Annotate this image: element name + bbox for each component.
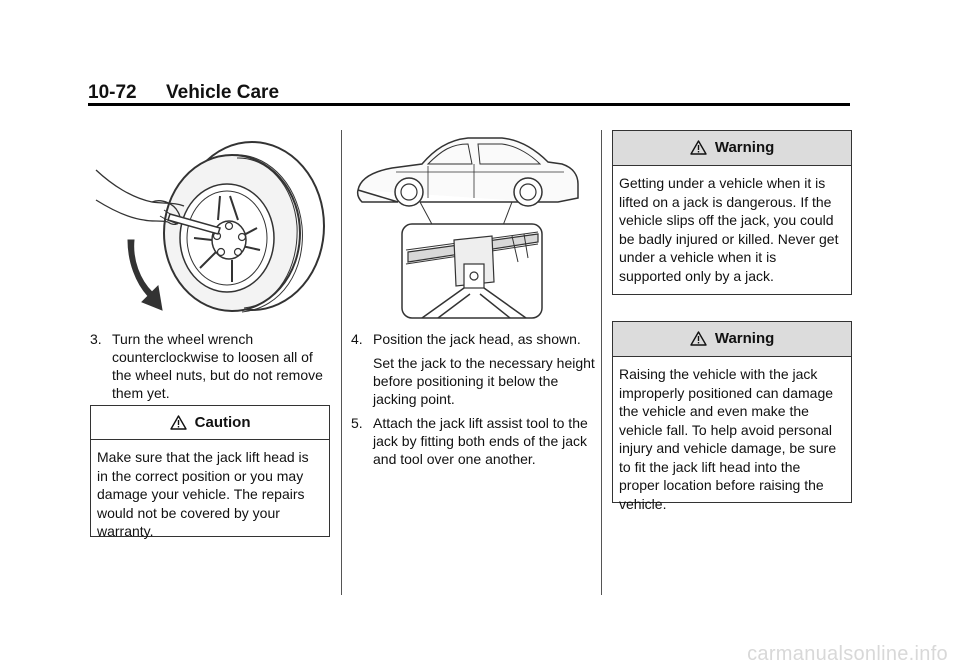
alert-triangle-icon <box>170 415 187 430</box>
warning-title: Warning <box>714 139 775 156</box>
jack-position-illustration <box>352 132 592 322</box>
step-3 <box>90 330 330 402</box>
step-text: Attach the jack lift assist tool to the jack by fitting both ends of the jack and tool over one another. <box>373 415 588 467</box>
page-number: 10-72 <box>88 82 137 103</box>
wheel-wrench-illustration <box>92 140 330 318</box>
jack-height-note: Set the jack to the necessary height before positioning it below the jacking point. <box>373 355 595 407</box>
warning-header <box>613 131 851 166</box>
column-divider-2 <box>601 130 602 595</box>
caution-box <box>90 405 330 537</box>
header-rule <box>88 103 850 106</box>
column-divider-1 <box>341 130 342 595</box>
caution-text: Make sure that the jack lift head is in the correct position or you may damage your vehicle. The repairs would not be covered by your warranty. <box>97 449 309 539</box>
warning-box-1 <box>612 130 852 295</box>
alert-triangle-icon <box>690 331 707 346</box>
column-2-text <box>351 330 597 468</box>
warning-text: Getting under a vehicle when it is lifted on a jack is dangerous. If the vehicle slips off the jack, you could be badly injured or killed. Never get under a vehicle when it is supported only by a jack. <box>619 175 839 284</box>
warning-title: Warning <box>714 330 775 347</box>
warning-header <box>613 322 851 357</box>
step-number: 5. <box>351 415 363 431</box>
caution-title: Caution <box>194 414 251 431</box>
caution-header <box>91 406 329 440</box>
warning-box-2 <box>612 321 852 512</box>
section-title: Vehicle Care <box>166 82 280 103</box>
step-number: 4. <box>351 331 363 347</box>
step-4 <box>351 330 597 348</box>
page-header <box>88 82 279 104</box>
step-text: Position the jack head, as shown. <box>373 331 581 347</box>
step-text: Turn the wheel wrench counterclockwise to loosen all of the wheel nuts, but do not remove them yet. <box>112 331 323 401</box>
step-5 <box>351 414 597 468</box>
watermark: carmanualsonline.info <box>747 643 948 665</box>
step-number: 3. <box>90 331 102 347</box>
alert-triangle-icon <box>690 140 707 155</box>
warning-text: Raising the vehicle with the jack improperly positioned can damage the vehicle and even make the vehicle fall. To help avoid personal injury and vehicle damage, be sure to fit the jack lift head into the proper location before raising the vehicle. <box>619 366 837 512</box>
